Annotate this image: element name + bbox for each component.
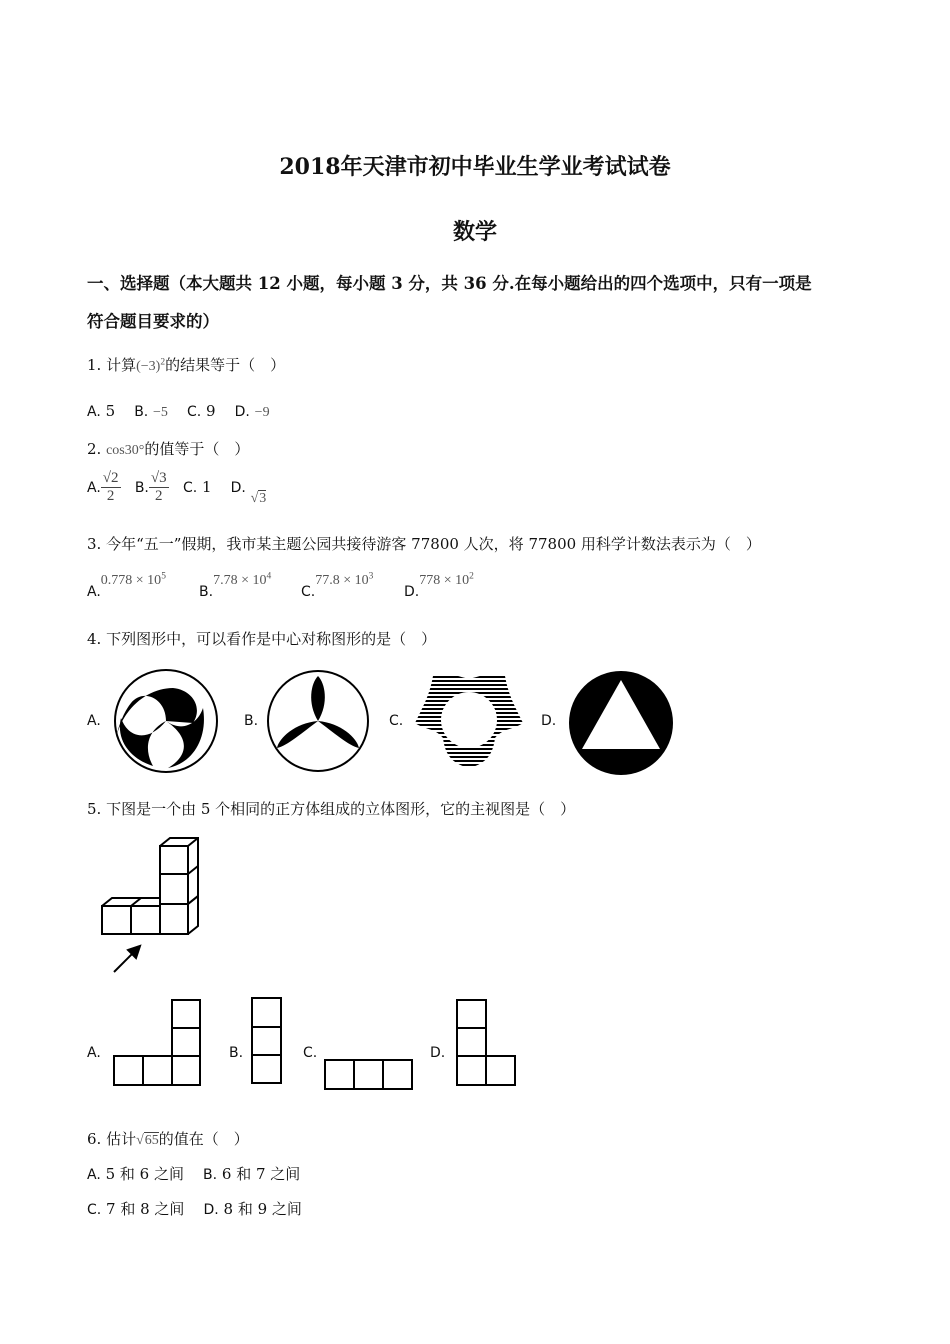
q6-option-c[interactable]: C. 7 和 8 之间 (87, 1200, 185, 1218)
q1-option-c[interactable]: C. 9 (187, 402, 216, 420)
q2-option-c[interactable]: C. 1 (182, 477, 212, 496)
q1-option-d[interactable]: D. −9 (234, 404, 270, 420)
question-6: 6. 估计√65的值在（ ） (87, 1130, 249, 1148)
q4-figure-c-striped-flower (413, 668, 525, 772)
q6-options-row2 (87, 1198, 302, 1219)
q6-sqrt-expression: √65 (136, 1133, 159, 1148)
q2-option-a[interactable]: A. $\frac{√2}{2}$ (87, 470, 119, 504)
exam-subject: 数学 (452, 219, 497, 245)
q4-figure-b-three-petals (265, 668, 371, 774)
q4-figure-a-swirl (113, 668, 219, 774)
q4-figure-d-triangle-in-circle (568, 670, 674, 776)
question-4: 4. 下列图形中，可以看作是中心对称图形的是（ ） (87, 630, 437, 648)
q1-option-a[interactable]: A. 5 (87, 402, 116, 420)
q5-solid-figure (100, 836, 204, 976)
q5-option-d-label[interactable]: D. (430, 1045, 446, 1061)
q1-expression: $(-3)^2$ (136, 357, 166, 374)
q5-view-a (112, 998, 204, 1088)
exam-title: 2018年天津市初中毕业生学业考试试卷 (279, 154, 671, 180)
q3-option-b[interactable]: $B.7.78 \times 10^4$ (199, 571, 272, 600)
q2-options (87, 470, 266, 505)
q6-option-a[interactable]: A. 5 和 6 之间 (87, 1165, 184, 1183)
q2-option-d[interactable]: D. √3 (230, 479, 267, 506)
q5-view-c (323, 1058, 415, 1092)
question-1: 1. 计算$(-3)^2$的结果等于（ ） (87, 356, 286, 374)
q6-option-b[interactable]: B. 6 和 7 之间 (203, 1165, 301, 1183)
q3-options (87, 570, 587, 604)
q5-view-b (250, 996, 284, 1086)
question-2: 2. cos30°的值等于（ ） (87, 440, 250, 458)
q5-view-d (455, 998, 517, 1088)
q5-option-c-label[interactable]: C. (303, 1045, 318, 1061)
q4-option-c-label[interactable]: C. (389, 713, 404, 729)
q4-option-d-label[interactable]: D. (541, 713, 557, 729)
q4-option-a-label[interactable]: A. (87, 713, 101, 729)
q6-options-row1 (87, 1163, 300, 1184)
q3-option-a[interactable]: $A.0.778 \times 10^5$ (87, 571, 166, 600)
q5-option-a-label[interactable]: A. (87, 1045, 101, 1061)
section-heading: 一、选择题（本大题共 12 小题，每小题 3 分，共 36 分.在每小题给出的四个选项中，只有一项是 (87, 274, 812, 293)
q5-option-b-label[interactable]: B. (229, 1045, 244, 1061)
q2-option-b[interactable]: B. $\frac{√3}{2}$ (134, 470, 167, 504)
question-5: 5. 下图是一个由 5 个相同的正方体组成的立体图形，它的主视图是（ ） (87, 800, 576, 818)
q3-option-c[interactable]: $C.77.8 \times 10^3$ (301, 571, 374, 600)
q2-expression: cos30° (106, 443, 145, 458)
q3-option-d[interactable]: $D.778 \times 10^2$ (404, 571, 474, 600)
q6-option-d[interactable]: D. 8 和 9 之间 (203, 1200, 302, 1218)
q4-option-b-label[interactable]: B. (244, 713, 259, 729)
section-heading-cont: 符合题目要求的） (87, 312, 219, 331)
q1-options (87, 402, 270, 421)
question-3: 3. 今年“五一”假期，我市某主题公园共接待游客 77800 人次，将 77800 用科学计数法表示为（ ） (87, 535, 761, 553)
q1-option-b[interactable]: B. −5 (134, 404, 168, 420)
